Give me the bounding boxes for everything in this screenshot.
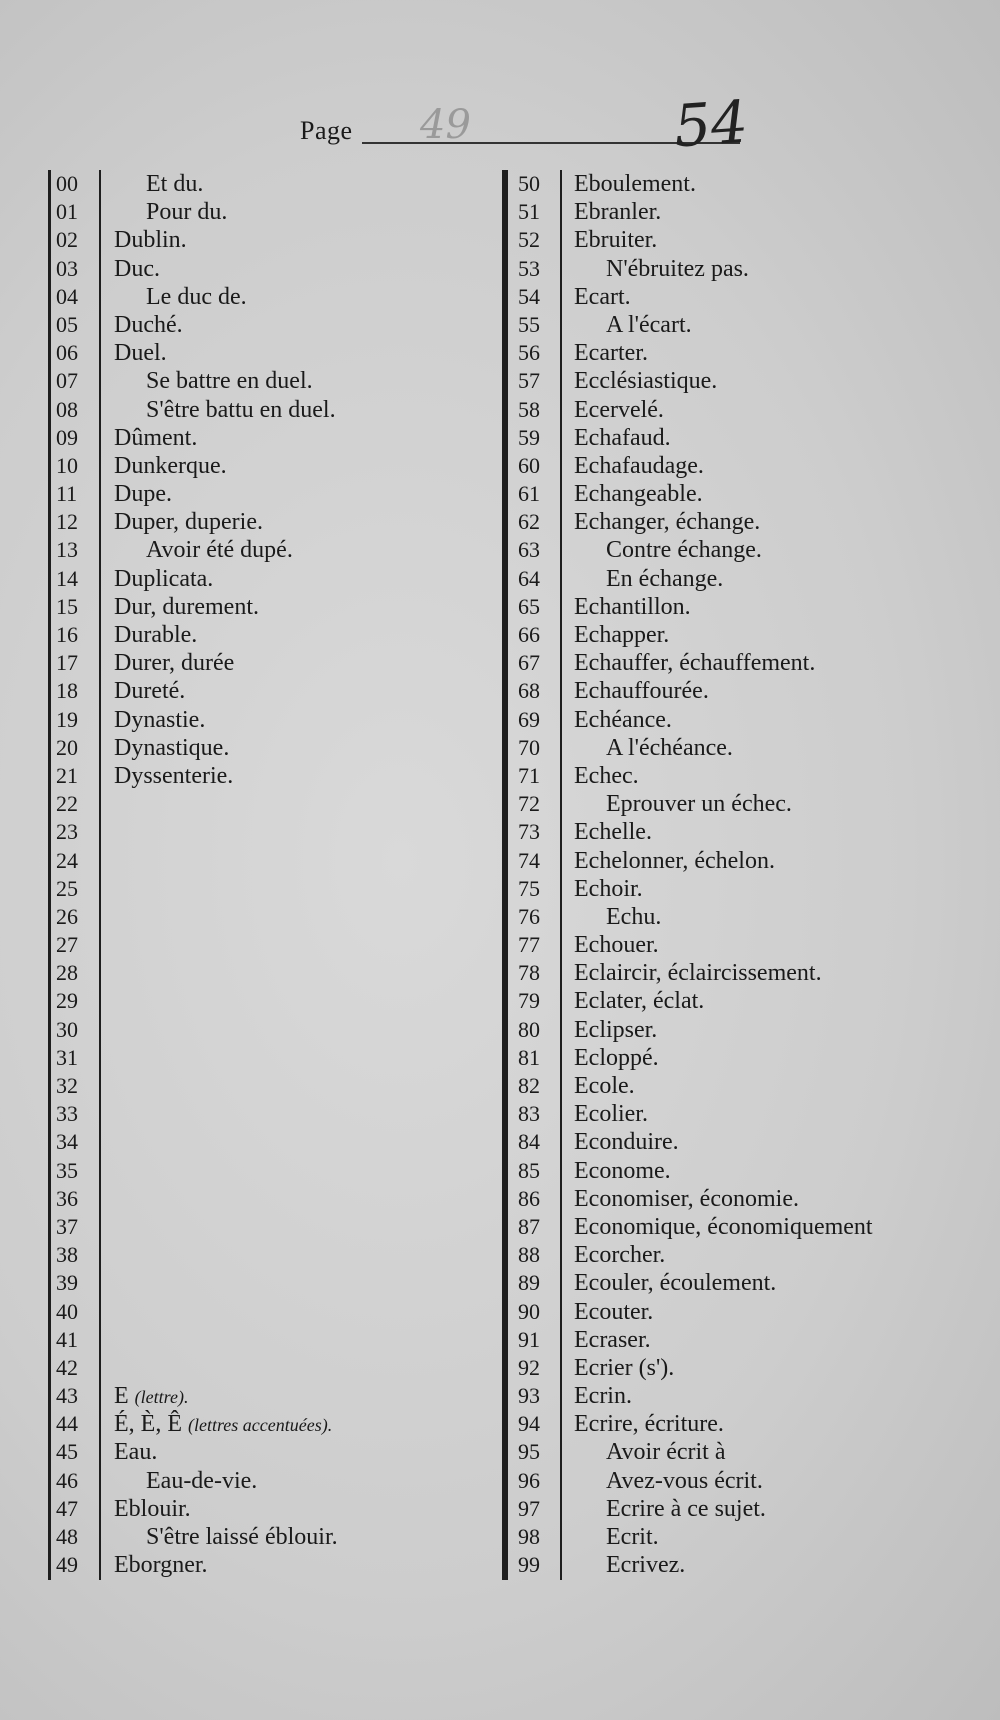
entry-number: 27 (56, 932, 78, 958)
entry-text (114, 565, 213, 593)
entry-text (114, 452, 227, 480)
entry-text (114, 621, 197, 649)
page-label: Page (300, 116, 353, 145)
entry-text (574, 1326, 651, 1354)
entry-word: Duché. (114, 311, 183, 338)
handwritten-page-number: 54 (671, 87, 751, 161)
entry-word: Echouer. (574, 932, 659, 959)
entry-number: 00 (56, 171, 78, 196)
entry-text (146, 536, 293, 564)
entry-text (114, 339, 167, 367)
entry-text (574, 875, 643, 903)
entry-number: 04 (56, 283, 78, 309)
entry-number: 39 (56, 1270, 78, 1296)
page-header (300, 87, 751, 161)
entry-text (574, 621, 669, 649)
entry-word: Echauffourée. (574, 678, 709, 705)
entry-text (574, 706, 672, 734)
entry-number: 35 (56, 1157, 78, 1183)
entry-text (114, 1495, 191, 1523)
entry-word: Duel. (114, 340, 167, 367)
entry-text (574, 1382, 632, 1410)
entry-text (114, 1382, 188, 1411)
left-outer-rule (48, 170, 51, 1580)
entry-number: 78 (518, 960, 540, 986)
entry-text (606, 734, 733, 762)
entry-number: 75 (518, 875, 540, 901)
entry-text (606, 311, 692, 339)
entry-text (114, 1551, 208, 1579)
entry-number: 26 (56, 903, 78, 929)
entry-word: Eclipser. (574, 1016, 658, 1043)
entry-word: Ecraser. (574, 1326, 651, 1353)
entry-text (574, 170, 696, 198)
entry-word: Duper, duperie. (114, 509, 263, 536)
entry-number: 58 (518, 396, 540, 422)
entry-word: Durer, durée (114, 650, 235, 677)
entry-word: Echelle. (574, 819, 652, 846)
entry-number: 90 (518, 1298, 540, 1324)
entry-number: 05 (56, 311, 78, 337)
entry-number: 11 (56, 481, 78, 507)
entry-word: É, È, Ê (114, 1411, 182, 1438)
entry-word: Echangeable. (574, 481, 703, 508)
entry-number: 52 (518, 227, 540, 253)
entry-text (606, 565, 723, 593)
entry-number: 77 (518, 932, 540, 958)
entry-text (146, 198, 227, 226)
entry-word: Pour du. (146, 199, 228, 226)
entry-text (574, 1072, 635, 1100)
entry-word: Ecrier (s'). (574, 1354, 675, 1381)
entry-word: Eborgner. (114, 1552, 208, 1579)
entry-word: Echauffer, échauffement. (574, 650, 816, 677)
entry-number: 24 (56, 847, 78, 873)
entry-number: 51 (518, 199, 540, 225)
handwritten-old-page-number: 49 (420, 102, 471, 148)
entry-word: Echantillon. (574, 593, 691, 620)
entry-text (114, 311, 183, 339)
entry-number: 36 (56, 1185, 78, 1211)
entry-number: 87 (518, 1213, 540, 1239)
entry-number: 79 (518, 988, 540, 1014)
entry-text (114, 593, 259, 621)
entry-word: Echec. (574, 762, 639, 789)
entry-word: Ecole. (574, 1073, 635, 1099)
entry-text (574, 818, 652, 846)
entry-text (574, 1157, 671, 1185)
entry-number: 41 (56, 1326, 78, 1352)
entry-number: 43 (56, 1383, 78, 1409)
entry-number: 18 (56, 678, 78, 704)
entry-word: Ecrire, écriture. (574, 1411, 724, 1438)
entry-text (574, 987, 704, 1015)
entry-number: 25 (56, 875, 78, 901)
entry-word: Dur, durement. (114, 593, 259, 620)
entry-word: A l'écart. (606, 311, 692, 338)
entry-number: 57 (518, 368, 540, 394)
entry-word: Echapper. (574, 622, 670, 648)
entry-number: 93 (518, 1383, 540, 1409)
entry-word: Ecervelé. (574, 396, 664, 423)
entry-text (114, 508, 263, 536)
entry-text (574, 1100, 648, 1128)
entry-text (574, 1410, 724, 1438)
entry-text (606, 903, 661, 931)
entry-word: Dûment. (114, 424, 198, 451)
entry-word: Eau. (114, 1439, 158, 1466)
entry-number: 86 (518, 1185, 540, 1211)
right-inner-rule (560, 170, 562, 1580)
entry-number: 61 (518, 481, 540, 507)
entry-number: 88 (518, 1242, 540, 1268)
entry-text (574, 1044, 659, 1072)
entry-text (574, 480, 703, 508)
entry-word: Econome. (574, 1157, 671, 1184)
entry-text (574, 1354, 674, 1382)
entry-number: 09 (56, 424, 78, 450)
entry-word: Echafaudage. (574, 452, 704, 479)
entry-number: 33 (56, 1101, 78, 1127)
entry-text (574, 367, 717, 395)
entry-number: 32 (56, 1073, 78, 1098)
entry-text (114, 480, 172, 508)
entry-text (574, 396, 664, 424)
entry-number: 96 (518, 1467, 540, 1493)
entry-number: 59 (518, 424, 540, 450)
entry-number: 20 (56, 734, 78, 760)
entry-text (114, 706, 205, 734)
entry-word: Ecrin. (574, 1383, 632, 1410)
entry-number: 31 (56, 1044, 78, 1070)
entry-number: 69 (518, 706, 540, 732)
entry-word: A l'échéance. (606, 734, 733, 761)
entry-note: (lettre). (134, 1387, 189, 1408)
entry-word: Eau-de-vie. (146, 1467, 258, 1494)
entry-number: 22 (56, 791, 78, 817)
entry-text (574, 762, 639, 790)
entry-number: 08 (56, 396, 78, 422)
entry-text (574, 1016, 657, 1044)
right-outer-rule (502, 170, 508, 1580)
entry-number: 38 (56, 1242, 78, 1268)
entry-word: Economique, économiquement (574, 1213, 873, 1240)
entry-number: 28 (56, 960, 78, 986)
entry-text (574, 226, 657, 254)
entry-number: 81 (518, 1044, 540, 1070)
entry-text (146, 396, 336, 424)
entry-text (146, 283, 247, 311)
entry-word: Eprouver un échec. (606, 791, 792, 818)
entry-word: Duplicata. (114, 565, 214, 592)
entry-text (574, 1298, 653, 1326)
entry-word: Ecrivez. (606, 1552, 686, 1579)
entry-word: Dynastique. (114, 734, 230, 761)
entry-word: Avoir été dupé. (146, 537, 293, 564)
entry-word: Durable. (114, 622, 198, 648)
entry-word: En échange. (606, 565, 724, 592)
entry-word: Ecart. (574, 283, 631, 310)
entry-word: Contre échange. (606, 537, 762, 564)
entry-number: 98 (518, 1524, 540, 1549)
entry-word: Ecarter. (574, 340, 648, 367)
entry-number: 62 (518, 509, 540, 535)
entry-number: 65 (518, 593, 540, 619)
entry-text (574, 677, 709, 705)
entry-word: Ecouler, écoulement. (574, 1270, 777, 1297)
entry-number: 37 (56, 1213, 78, 1239)
entry-number: 45 (56, 1439, 78, 1465)
entry-number: 17 (56, 650, 78, 676)
entry-word: Duc. (114, 255, 160, 282)
entry-number: 84 (518, 1129, 540, 1155)
entry-number: 89 (518, 1270, 540, 1296)
entry-word: Echafaud. (574, 424, 671, 451)
entry-number: 42 (56, 1354, 78, 1380)
entry-word: Le duc de. (146, 283, 247, 310)
left-inner-rule (99, 170, 101, 1580)
entry-word: Economiser, économie. (574, 1185, 799, 1212)
entry-number: 19 (56, 706, 78, 732)
entry-word: S'être battu en duel. (146, 396, 336, 423)
entry-text (114, 1410, 332, 1439)
entry-text (114, 1438, 157, 1466)
entry-word: Dyssenterie. (114, 762, 234, 789)
entry-word: Ecrit. (606, 1524, 659, 1550)
entry-word: Dureté. (114, 678, 186, 705)
entry-text (574, 198, 661, 226)
entry-word: Echoir. (574, 875, 643, 902)
entry-number: 01 (56, 199, 78, 225)
entry-number: 99 (518, 1552, 540, 1578)
entry-text (574, 959, 822, 987)
entry-text (146, 367, 313, 395)
entry-number: 63 (518, 537, 540, 563)
entry-text (606, 255, 749, 283)
entry-text (606, 1523, 659, 1551)
entry-text (606, 1495, 766, 1523)
entry-text (574, 339, 648, 367)
entry-word: Et du. (146, 171, 204, 197)
entry-word: N'ébruitez pas. (606, 255, 749, 282)
entry-note: (lettres accentuées). (187, 1415, 333, 1436)
entry-number: 85 (518, 1157, 540, 1183)
entry-text (574, 593, 691, 621)
entry-text (146, 170, 203, 198)
entry-text (574, 1128, 679, 1156)
entry-word: S'être laissé éblouir. (146, 1524, 338, 1550)
entry-number: 06 (56, 340, 78, 366)
entry-number: 72 (518, 791, 540, 817)
entry-number: 07 (56, 368, 78, 394)
entry-text (574, 931, 659, 959)
entry-number: 68 (518, 678, 540, 704)
entry-text (574, 424, 671, 452)
entry-word: Avez-vous écrit. (606, 1467, 763, 1494)
entry-number: 64 (518, 565, 540, 591)
entry-number: 66 (518, 622, 540, 647)
entry-number: 82 (518, 1073, 540, 1098)
entry-number: 02 (56, 227, 78, 253)
entry-text (114, 734, 229, 762)
entry-text (606, 790, 792, 818)
entry-number: 55 (518, 311, 540, 337)
entry-number: 15 (56, 593, 78, 619)
entry-text (574, 847, 775, 875)
entry-word: Ebranler. (574, 199, 662, 226)
entry-number: 83 (518, 1101, 540, 1127)
entry-text (606, 1438, 726, 1466)
entry-word: Eblouir. (114, 1495, 191, 1522)
entry-text (574, 649, 815, 677)
entry-word: Echéance. (574, 706, 672, 733)
entry-word: Dynastie. (114, 706, 206, 733)
entry-number: 23 (56, 819, 78, 845)
entry-number: 95 (518, 1439, 540, 1465)
entry-number: 44 (56, 1411, 78, 1437)
entry-number: 14 (56, 565, 78, 591)
entry-word: Echu. (606, 903, 662, 930)
entry-number: 97 (518, 1495, 540, 1521)
entry-number: 92 (518, 1354, 540, 1380)
entry-word: Echelonner, échelon. (574, 847, 775, 874)
entry-number: 21 (56, 762, 78, 788)
entry-number: 80 (518, 1016, 540, 1042)
entry-text (574, 283, 631, 311)
entry-text (114, 649, 234, 677)
entry-text (114, 226, 187, 254)
entry-number: 29 (56, 988, 78, 1014)
entry-word: Econduire. (574, 1129, 679, 1156)
entry-number: 54 (518, 283, 540, 309)
entry-text (574, 508, 760, 536)
entry-text (114, 677, 185, 705)
entry-word: Ecolier. (574, 1101, 648, 1128)
entry-number: 71 (518, 762, 540, 788)
entry-number: 40 (56, 1298, 78, 1324)
entry-text (574, 1241, 665, 1269)
entry-number: 73 (518, 819, 540, 845)
entry-number: 48 (56, 1524, 78, 1549)
entry-text (574, 1269, 776, 1297)
entry-number: 67 (518, 650, 540, 676)
entry-text (574, 1185, 799, 1213)
entry-text (114, 255, 160, 283)
entry-number: 13 (56, 537, 78, 563)
entry-number: 34 (56, 1129, 78, 1155)
entry-word: Ebruiter. (574, 227, 658, 254)
entry-word: Ecclésiastique. (574, 368, 718, 395)
entry-number: 47 (56, 1495, 78, 1521)
entry-number: 91 (518, 1326, 540, 1352)
entry-number: 03 (56, 255, 78, 281)
entry-number: 70 (518, 734, 540, 760)
entry-word: Eclaircir, éclaircissement. (574, 960, 822, 987)
entry-text (146, 1523, 338, 1551)
entry-number: 56 (518, 340, 540, 366)
entry-number: 74 (518, 847, 540, 873)
entry-word: Dunkerque. (114, 452, 227, 479)
entry-number: 30 (56, 1016, 78, 1042)
entry-text (114, 424, 197, 452)
entry-word: Eboulement. (574, 171, 696, 197)
entry-word: Ecloppé. (574, 1044, 659, 1071)
entry-number: 94 (518, 1411, 540, 1437)
entry-number: 49 (56, 1552, 78, 1578)
entry-word: E (114, 1383, 129, 1410)
entry-word: Se battre en duel. (146, 368, 313, 395)
entry-word: Dupe. (114, 481, 172, 508)
entry-number: 10 (56, 452, 78, 478)
entry-word: Eclater, éclat. (574, 988, 705, 1015)
entry-text (606, 1551, 685, 1579)
entry-number: 12 (56, 509, 78, 535)
entry-word: Dublin. (114, 227, 187, 254)
entry-word: Ecouter. (574, 1298, 654, 1325)
entry-word: Avoir écrit à (606, 1439, 726, 1466)
entry-text (114, 762, 233, 790)
entry-text (606, 536, 762, 564)
entry-number: 76 (518, 903, 540, 929)
entry-number: 53 (518, 255, 540, 281)
entry-number: 50 (518, 171, 540, 196)
entry-text (574, 1213, 873, 1241)
entry-word: Ecrire à ce sujet. (606, 1495, 766, 1522)
entry-word: Ecorcher. (574, 1242, 666, 1269)
entry-word: Echanger, échange. (574, 509, 761, 536)
entry-number: 46 (56, 1467, 78, 1493)
entry-text (574, 452, 704, 480)
entry-number: 60 (518, 452, 540, 478)
entry-text (146, 1467, 257, 1495)
entry-text (606, 1467, 763, 1495)
entry-number: 16 (56, 622, 78, 647)
